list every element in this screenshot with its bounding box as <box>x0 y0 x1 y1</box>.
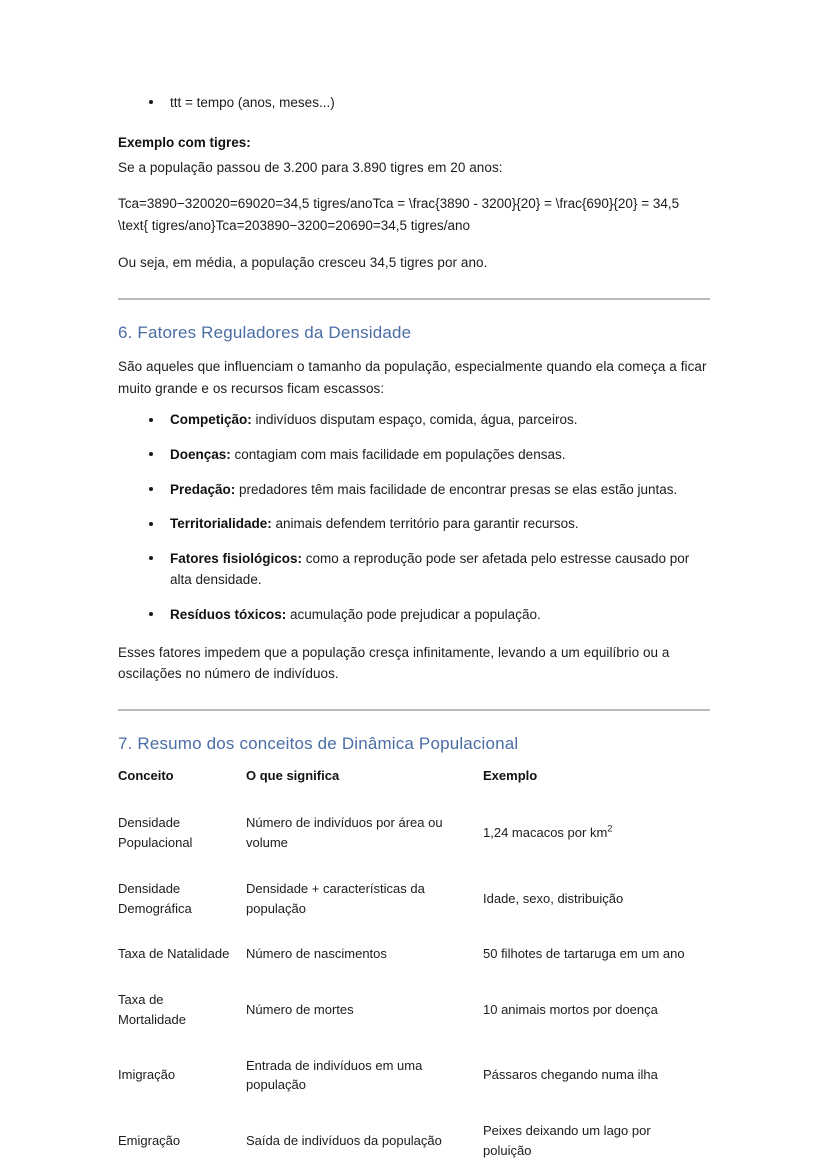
factor-description: acumulação pode prejudicar a população. <box>286 607 541 622</box>
bullet-dot-icon <box>149 556 153 560</box>
list-item <box>118 92 710 114</box>
bullet-dot-icon <box>149 487 153 491</box>
factor-description: como a reprodução pode ser afetada pelo estresse causado por alta densidade. <box>170 550 690 588</box>
cell-example-superscript: 2 <box>607 823 613 834</box>
table-row <box>118 1108 710 1171</box>
list-item <box>118 604 710 626</box>
list-item <box>118 444 710 466</box>
section-6-heading: 6. Fatores Reguladores da Densidade <box>118 322 412 342</box>
cell-concept: Densidade Populacional <box>118 815 193 850</box>
cell-meaning: Entrada de indivíduos em uma população <box>246 1057 423 1093</box>
cell-example <box>483 931 710 977</box>
factor-term: Territorialidade: <box>170 516 272 532</box>
tiger-example-label: Exemplo com tigres: <box>118 134 251 150</box>
cell-meaning: Número de nascimentos <box>246 946 387 962</box>
cell-example <box>483 1108 710 1171</box>
table-row <box>118 1043 710 1109</box>
cell-example <box>483 866 710 932</box>
cell-example-text: 1,24 macacos por km <box>483 825 608 841</box>
cell-meaning: Densidade + características da população <box>246 880 425 916</box>
cell-example-text: Pássaros chegando numa ilha <box>483 1067 658 1083</box>
cell-example-text: Peixes deixando um lago por poluição <box>483 1123 651 1158</box>
cell-concept: Emigração <box>118 1132 181 1148</box>
cell-example-text: 50 filhotes de tartaruga em um ano <box>483 946 685 962</box>
cell-meaning: Saída de indivíduos da população <box>246 1132 442 1148</box>
factor-description: indivíduos disputam espaço, comida, água, parceiros. <box>251 412 578 428</box>
table-column-header: O que significa <box>246 768 340 784</box>
factor-term: Predação: <box>170 481 236 497</box>
cell-example-text: 10 animais mortos por doença <box>483 1001 658 1017</box>
cell-concept: Taxa de Natalidade <box>118 946 230 962</box>
cell-concept: Densidade Demográfica <box>118 880 192 916</box>
cell-example <box>483 977 710 1043</box>
factor-term: Fatores fisiológicos: <box>170 550 303 566</box>
variable-definition-text: ttt = tempo (anos, meses...) <box>170 95 335 110</box>
section-7-heading: 7. Resumo dos conceitos de Dinâmica Populacional <box>118 734 519 754</box>
factor-description: animais defendem território para garantir recursos. <box>271 516 579 532</box>
bullet-dot-icon <box>149 522 153 526</box>
concepts-summary-table <box>118 767 710 1171</box>
table-header-row <box>118 767 710 800</box>
section-6-closing: Esses fatores impedem que a população cresça infinitamente, levando a um equilíbrio ou a oscilações no número de indivíduos. <box>118 644 670 682</box>
cell-concept: Imigração <box>118 1067 176 1083</box>
factor-term: Competição: <box>170 412 252 428</box>
section-6-intro: São aqueles que influenciam o tamanho da população, especialmente quando ela começa a ficar muito grande e os recursos ficam escassos: <box>118 358 707 396</box>
cell-example <box>483 800 710 866</box>
table-row <box>118 866 710 932</box>
cell-meaning: Número de mortes <box>246 1001 354 1017</box>
bullet-dot-icon <box>149 612 153 616</box>
bullet-dot-icon <box>149 418 153 422</box>
table-body <box>118 800 710 1171</box>
tiger-example-conclusion: Ou seja, em média, a população cresceu 34,5 tigres por ano. <box>118 254 488 270</box>
table-row <box>118 931 710 977</box>
page-content <box>118 92 710 1171</box>
variable-definition-list <box>118 92 710 114</box>
list-item <box>118 513 710 535</box>
section-divider-1 <box>118 298 710 300</box>
table-header <box>118 767 710 800</box>
factor-description: contagiam com mais facilidade em populações densas. <box>230 447 566 463</box>
table-column-header: Conceito <box>118 768 174 784</box>
list-item <box>118 548 710 591</box>
tiger-example-formula: Tca=3890−320020=69020=34,5 tigres/anoTca = \frac{3890 - 3200}{20} = \frac{690}{20} = 34,5 \text{ tigres/ano}Tca=203890−3200=20690=34,5 tigres/ano <box>118 196 680 233</box>
bullet-dot-icon <box>149 452 153 456</box>
factor-term: Resíduos tóxicos: <box>170 607 287 622</box>
cell-concept: Taxa de Mortalidade <box>118 992 186 1027</box>
list-item <box>118 409 710 431</box>
table-column-header: Exemplo <box>483 768 538 784</box>
list-item <box>118 479 710 501</box>
regulating-factors-list <box>118 409 710 625</box>
factor-description: predadores têm mais facilidade de encontrar presas se elas estão juntas. <box>235 481 678 497</box>
cell-example-text: Idade, sexo, distribuição <box>483 890 624 906</box>
section-divider-2 <box>118 709 710 711</box>
table-row <box>118 977 710 1043</box>
table-row <box>118 800 710 866</box>
tiger-example-intro: Se a população passou de 3.200 para 3.890 tigres em 20 anos: <box>118 160 503 176</box>
cell-meaning: Número de indivíduos por área ou volume <box>246 815 443 850</box>
bullet-dot-icon <box>149 100 153 104</box>
factor-term: Doenças: <box>170 447 231 463</box>
cell-example <box>483 1043 710 1109</box>
